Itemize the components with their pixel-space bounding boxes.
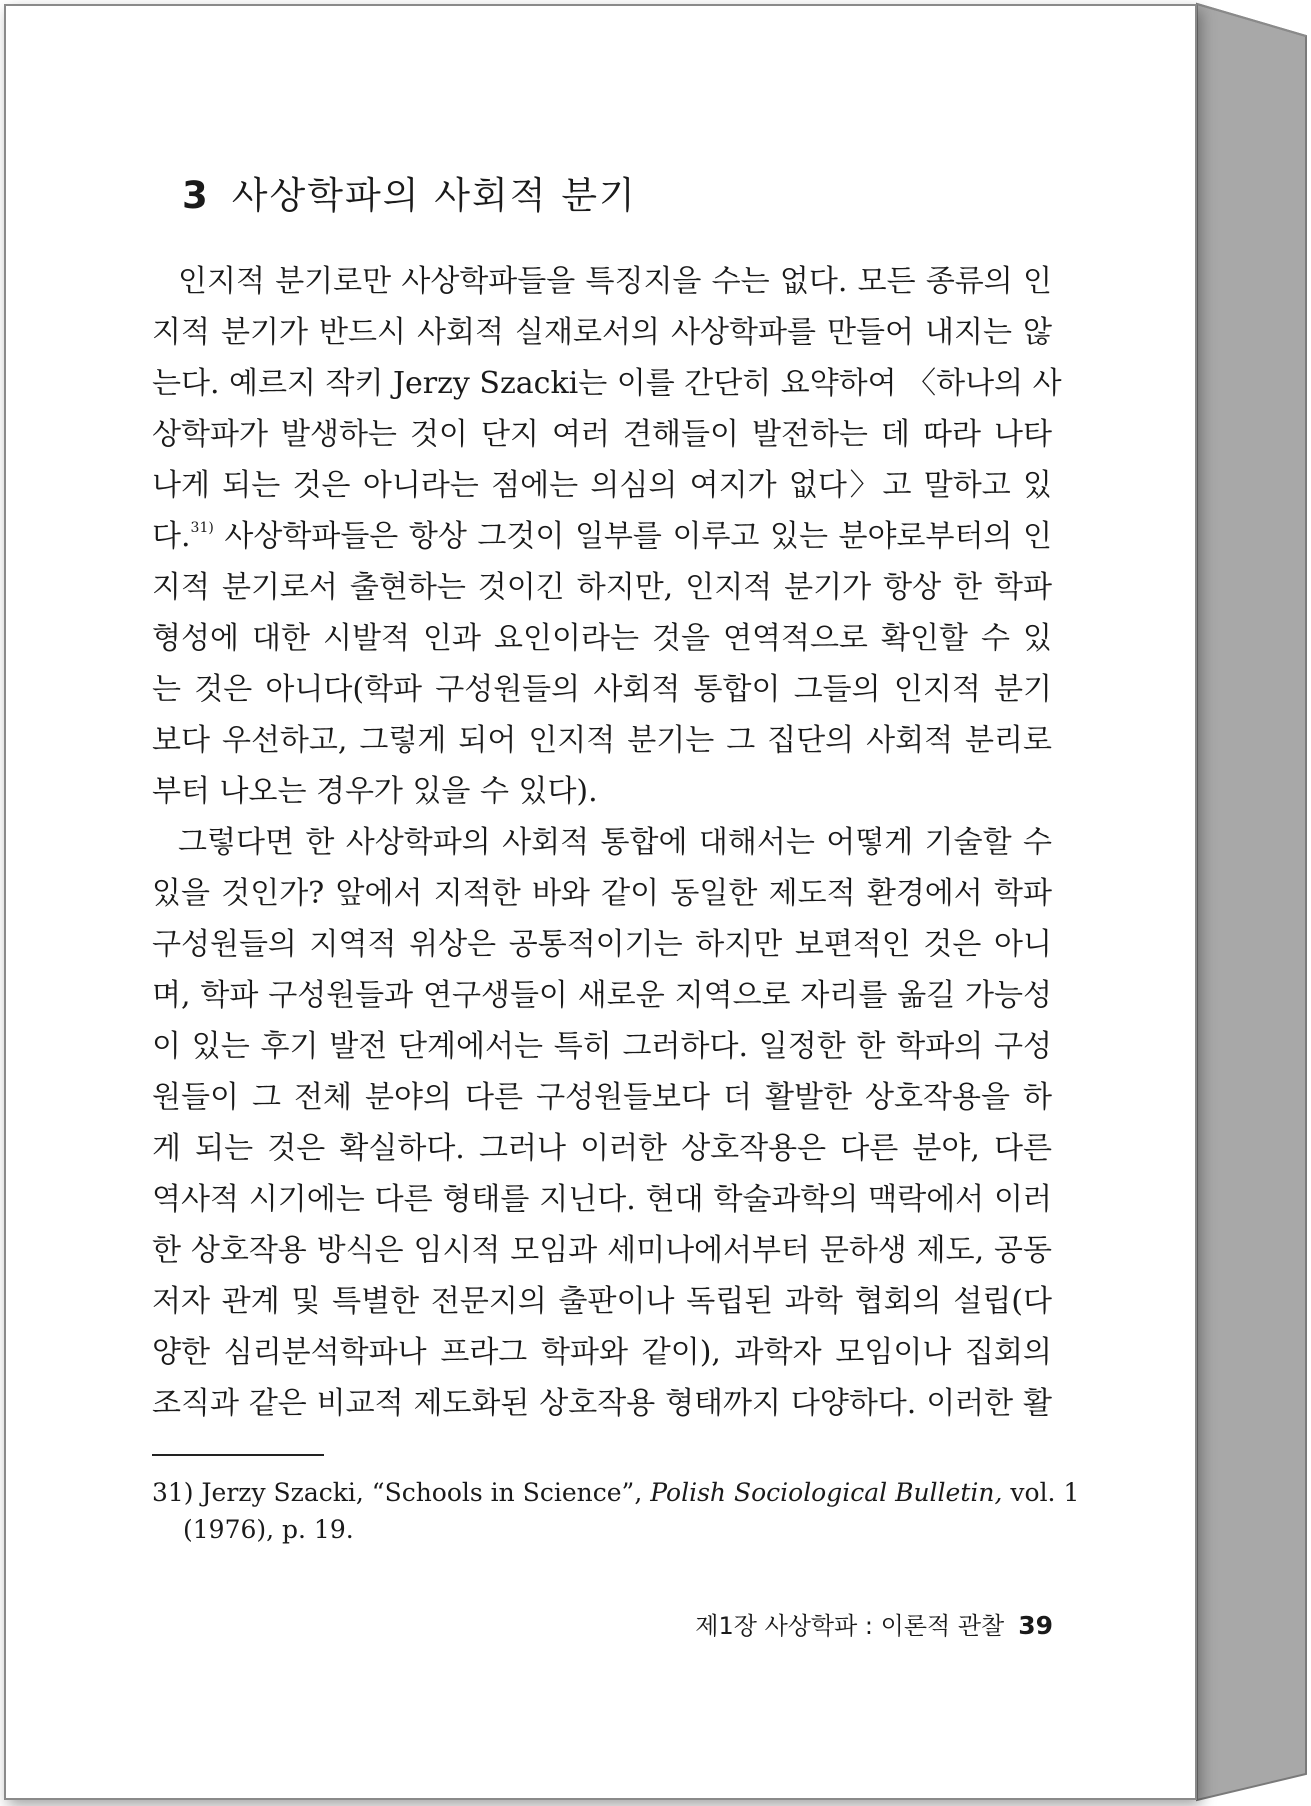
body-line: 그렇다면 한 사상학파의 사회적 통합에 대해서는 어떻게 기술할 수	[178, 825, 1052, 860]
body-text: 사상학파들은 항상 그것이 일부를 이루고 있는 분야로부터의 인	[213, 519, 1052, 554]
footnote-divider	[152, 1454, 324, 1456]
body-line: 형성에 대한 시발적 인과 요인이라는 것을 연역적으로 확인할 수 있	[152, 621, 1052, 656]
body-text: 다.	[152, 519, 191, 554]
body-line: 며, 학파 구성원들과 연구생들이 새로운 지역으로 자리를 옮길 가능성	[152, 978, 1052, 1013]
body-line: 지적 분기로서 출현하는 것이긴 하지만, 인지적 분기가 항상 한 학파	[152, 570, 1052, 605]
body-line: 조직과 같은 비교적 제도화된 상호작용 형태까지 다양하다. 이러한 활	[152, 1386, 1052, 1421]
footnote-marker: 31)	[152, 1478, 194, 1507]
footnote-line-2: (1976), p. 19.	[183, 1515, 354, 1544]
footnote-author: Jerzy Szacki,	[201, 1478, 364, 1507]
body-line: 역사적 시기에는 다른 형태를 지닌다. 현대 학술과학의 맥락에서 이러	[152, 1182, 1052, 1217]
section-number: 3	[182, 174, 210, 217]
body-line: 한 상호작용 방식은 임시적 모임과 세미나에서부터 문하생 제도, 공동	[152, 1233, 1052, 1268]
footnote-article: “Schools in Science”,	[371, 1478, 643, 1507]
body-line: 상학파가 발생하는 것이 단지 여러 견해들이 발전하는 데 따라 나타	[152, 417, 1052, 452]
body-line: 나게 되는 것은 아니라는 점에는 의심의 여지가 없다〉고 말하고 있	[152, 468, 1052, 503]
footnote-journal: Polish Sociological Bulletin,	[650, 1478, 1003, 1507]
running-footer	[695, 1606, 1053, 1641]
body-line: 있을 것인가? 앞에서 지적한 바와 같이 동일한 제도적 환경에서 학파	[152, 876, 1052, 911]
body-line: 는 것은 아니다(학파 구성원들의 사회적 통합이 그들의 인지적 분기	[152, 672, 1052, 707]
chapter-title: 제1장 사상학파 : 이론적 관찰	[695, 1612, 1005, 1640]
section-title-text: 사상학파의 사회적 분기	[231, 174, 637, 217]
body-line: 인지적 분기로만 사상학파들을 특징지을 수는 없다. 모든 종류의 인	[178, 264, 1052, 299]
body-line: 지적 분기가 반드시 사회적 실재로서의 사상학파를 만들어 내지는 않	[152, 315, 1052, 350]
section-heading	[182, 165, 637, 219]
body-line: 게 되는 것은 확실하다. 그러나 이러한 상호작용은 다른 분야, 다른	[152, 1131, 1052, 1166]
body-line: 는다. 예르지 작키 Jerzy Szacki는 이를 간단히 요약하여 〈하나의 사	[152, 366, 1062, 401]
body-line: 저자 관계 및 특별한 전문지의 출판이나 독립된 과학 협회의 설립(다	[152, 1284, 1052, 1319]
body-line: 원들이 그 전체 분야의 다른 구성원들보다 더 활발한 상호작용을 하	[152, 1080, 1052, 1115]
footnote	[152, 1476, 1080, 1510]
footnote-volume: vol. 1	[1010, 1478, 1080, 1507]
body-line: 양한 심리분석학파나 프라그 학파와 같이), 과학자 모임이나 집회의	[152, 1335, 1052, 1370]
body-line: 구성원들의 지역적 위상은 공통적이기는 하지만 보편적인 것은 아니	[152, 927, 1052, 962]
footnote-reference[interactable]: 31)	[190, 520, 214, 536]
body-line-with-footnote-ref	[152, 517, 1052, 557]
body-line: 보다 우선하고, 그렇게 되어 인지적 분기는 그 집단의 사회적 분리로	[152, 723, 1052, 758]
body-line: 이 있는 후기 발전 단계에서는 특히 그러하다. 일정한 한 학파의 구성	[152, 1029, 1052, 1064]
body-line: 부터 나오는 경우가 있을 수 있다).	[152, 774, 598, 809]
page-number: 39	[1018, 1611, 1053, 1640]
